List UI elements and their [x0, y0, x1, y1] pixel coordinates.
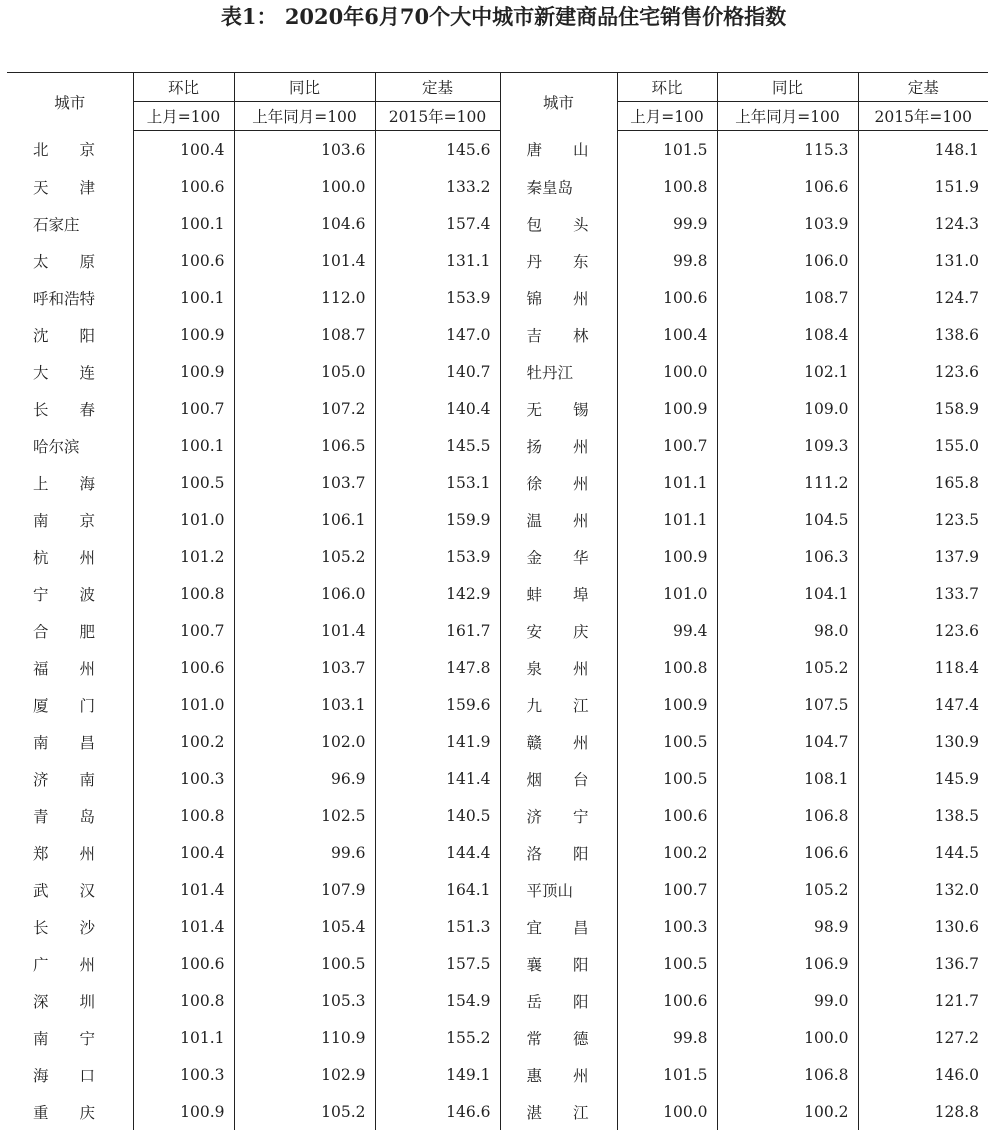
fixed-value-left: 161.7: [375, 612, 500, 649]
city-name-right: 扬 州: [500, 427, 617, 464]
yoy-value-right: 106.9: [717, 945, 858, 982]
mom-value-left: 100.3: [133, 760, 234, 797]
yoy-value-left: 110.9: [234, 1019, 375, 1056]
table-row: [7, 353, 988, 390]
fixed-value-right: 128.8: [858, 1093, 988, 1130]
city-name-left: 上 海: [33, 474, 96, 493]
table-row: [7, 945, 988, 982]
city-name-right: 湛 江: [500, 1093, 617, 1130]
yoy-value-left: 101.4: [234, 242, 375, 279]
table-row: [7, 131, 988, 169]
fixed-value-left: 133.2: [375, 168, 500, 205]
fixed-value-left: 157.4: [375, 205, 500, 242]
yoy-value-right: 105.2: [717, 871, 858, 908]
city-name-left: 重 庆: [33, 1103, 96, 1122]
city-name-right: 平顶山: [500, 871, 617, 908]
city-name-right: 宜 昌: [500, 908, 617, 945]
city-name-right: 惠 州: [500, 1056, 617, 1093]
mom-value-left: 101.1: [133, 1019, 234, 1056]
mom-value-left: 100.8: [133, 982, 234, 1019]
mom-value-right: 100.9: [617, 538, 717, 575]
mom-value-right: 100.9: [617, 390, 717, 427]
mom-value-left: 100.1: [133, 279, 234, 316]
mom-value-left: 100.9: [133, 316, 234, 353]
table-title: 表1： 2020年6月70个大中城市新建商品住宅销售价格指数: [220, 4, 787, 29]
fixed-value-right: 130.6: [858, 908, 988, 945]
city-name-left: 哈尔滨: [33, 437, 80, 456]
city-name-left: 厦 门: [33, 696, 96, 715]
fixed-value-left: 159.9: [375, 501, 500, 538]
city-name-left: 石家庄: [33, 215, 80, 234]
fixed-value-right: 123.6: [858, 353, 988, 390]
fixed-value-right: 158.9: [858, 390, 988, 427]
city-name-right: 温 州: [500, 501, 617, 538]
fixed-value-right: 138.6: [858, 316, 988, 353]
city-name-right: 泉 州: [500, 649, 617, 686]
yoy-value-left: 105.2: [234, 1093, 375, 1130]
yoy-value-right: 105.2: [717, 649, 858, 686]
fixed-value-right: 147.4: [858, 686, 988, 723]
yoy-value-left: 107.9: [234, 871, 375, 908]
yoy-value-left: 96.9: [234, 760, 375, 797]
city-name-right: 安 庆: [500, 612, 617, 649]
yoy-value-left: 101.4: [234, 612, 375, 649]
table-row: [7, 427, 988, 464]
fixed-value-left: 149.1: [375, 1056, 500, 1093]
header-fixed-right: 定基: [858, 73, 988, 102]
yoy-value-left: 106.0: [234, 575, 375, 612]
fixed-value-left: 151.3: [375, 908, 500, 945]
table-row: [7, 797, 988, 834]
table-row: [7, 538, 988, 575]
fixed-value-left: 131.1: [375, 242, 500, 279]
yoy-value-right: 103.9: [717, 205, 858, 242]
city-name-left: 天 津: [33, 178, 96, 197]
yoy-value-right: 107.5: [717, 686, 858, 723]
header-yoy-left: 同比: [234, 73, 375, 102]
yoy-value-right: 104.7: [717, 723, 858, 760]
city-name-right: 无 锡: [500, 390, 617, 427]
mom-value-right: 99.9: [617, 205, 717, 242]
header-city-left: 城市: [7, 73, 133, 131]
fixed-value-left: 141.9: [375, 723, 500, 760]
city-name-right: 丹 东: [500, 242, 617, 279]
table-row: [7, 242, 988, 279]
fixed-value-left: 164.1: [375, 871, 500, 908]
city-name-left: 深 圳: [33, 992, 96, 1011]
mom-value-right: 100.7: [617, 427, 717, 464]
yoy-value-left: 107.2: [234, 390, 375, 427]
table-row: [7, 390, 988, 427]
city-name-left: 南 宁: [33, 1029, 96, 1048]
yoy-value-right: 106.3: [717, 538, 858, 575]
mom-value-left: 100.9: [133, 353, 234, 390]
mom-value-right: 100.4: [617, 316, 717, 353]
yoy-value-left: 108.7: [234, 316, 375, 353]
table-row: [7, 723, 988, 760]
header-fixed-left: 定基: [375, 73, 500, 102]
mom-value-left: 100.1: [133, 205, 234, 242]
fixed-value-left: 140.5: [375, 797, 500, 834]
mom-value-left: 100.6: [133, 649, 234, 686]
table-row: [7, 1019, 988, 1056]
yoy-value-right: 109.0: [717, 390, 858, 427]
mom-value-right: 100.5: [617, 723, 717, 760]
yoy-value-right: 98.0: [717, 612, 858, 649]
city-name-left: 长 沙: [33, 918, 96, 937]
fixed-value-right: 132.0: [858, 871, 988, 908]
yoy-value-right: 106.6: [717, 834, 858, 871]
table-row: [7, 982, 988, 1019]
yoy-value-left: 103.1: [234, 686, 375, 723]
mom-value-left: 100.6: [133, 168, 234, 205]
mom-value-left: 100.6: [133, 242, 234, 279]
city-name-left: 呼和浩特: [33, 289, 96, 308]
city-name-right: 赣 州: [500, 723, 617, 760]
mom-value-right: 100.6: [617, 797, 717, 834]
city-name-right: 秦皇岛: [500, 168, 617, 205]
city-name-left: 青 岛: [33, 807, 96, 826]
yoy-value-right: 108.7: [717, 279, 858, 316]
yoy-value-left: 106.1: [234, 501, 375, 538]
city-name-left: 南 昌: [33, 733, 96, 752]
mom-value-right: 100.2: [617, 834, 717, 871]
mom-value-right: 99.8: [617, 242, 717, 279]
table-row: [7, 1093, 988, 1130]
yoy-value-right: 100.0: [717, 1019, 858, 1056]
mom-value-right: 99.4: [617, 612, 717, 649]
yoy-value-left: 102.9: [234, 1056, 375, 1093]
mom-value-left: 100.4: [133, 834, 234, 871]
fixed-value-right: 148.1: [858, 131, 988, 169]
fixed-value-left: 141.4: [375, 760, 500, 797]
mom-value-right: 100.6: [617, 982, 717, 1019]
yoy-value-right: 106.8: [717, 797, 858, 834]
yoy-value-left: 105.4: [234, 908, 375, 945]
header-mom-right: 环比: [617, 73, 717, 102]
city-name-right: 洛 阳: [500, 834, 617, 871]
yoy-value-right: 106.8: [717, 1056, 858, 1093]
yoy-value-right: 115.3: [717, 131, 858, 169]
header-fixed-base-right: 2015年=100: [858, 102, 988, 131]
fixed-value-left: 144.4: [375, 834, 500, 871]
yoy-value-right: 108.4: [717, 316, 858, 353]
header-mom-left: 环比: [133, 73, 234, 102]
mom-value-right: 101.5: [617, 1056, 717, 1093]
fixed-value-right: 165.8: [858, 464, 988, 501]
yoy-value-right: 106.0: [717, 242, 858, 279]
fixed-value-right: 133.7: [858, 575, 988, 612]
mom-value-left: 100.1: [133, 427, 234, 464]
yoy-value-left: 102.0: [234, 723, 375, 760]
city-name-right: 包 头: [500, 205, 617, 242]
fixed-value-left: 153.1: [375, 464, 500, 501]
mom-value-right: 100.3: [617, 908, 717, 945]
yoy-value-left: 105.0: [234, 353, 375, 390]
yoy-value-left: 103.7: [234, 464, 375, 501]
city-name-right: 唐 山: [500, 131, 617, 169]
mom-value-right: 100.0: [617, 353, 717, 390]
yoy-value-right: 109.3: [717, 427, 858, 464]
yoy-value-left: 104.6: [234, 205, 375, 242]
city-name-left: 武 汉: [33, 881, 96, 900]
fixed-value-right: 138.5: [858, 797, 988, 834]
yoy-value-left: 112.0: [234, 279, 375, 316]
city-name-left: 海 口: [33, 1066, 96, 1085]
fixed-value-left: 147.8: [375, 649, 500, 686]
fixed-value-right: 144.5: [858, 834, 988, 871]
table-row: [7, 279, 988, 316]
city-name-left: 福 州: [33, 659, 96, 678]
mom-value-left: 100.2: [133, 723, 234, 760]
price-index-table: [7, 72, 988, 1130]
mom-value-right: 100.5: [617, 760, 717, 797]
table-row: [7, 871, 988, 908]
table-row: [7, 575, 988, 612]
table-row: [7, 205, 988, 242]
header-mom-base-left: 上月=100: [133, 102, 234, 131]
fixed-value-right: 151.9: [858, 168, 988, 205]
mom-value-right: 100.8: [617, 168, 717, 205]
city-name-right: 岳 阳: [500, 982, 617, 1019]
fixed-value-left: 140.7: [375, 353, 500, 390]
fixed-value-left: 155.2: [375, 1019, 500, 1056]
fixed-value-left: 142.9: [375, 575, 500, 612]
fixed-value-left: 147.0: [375, 316, 500, 353]
table-row: [7, 168, 988, 205]
table-row: [7, 612, 988, 649]
city-name-left: 杭 州: [33, 548, 96, 567]
fixed-value-left: 157.5: [375, 945, 500, 982]
city-name-left: 广 州: [33, 955, 96, 974]
header-yoy-base-left: 上年同月=100: [234, 102, 375, 131]
mom-value-right: 100.6: [617, 279, 717, 316]
fixed-value-right: 137.9: [858, 538, 988, 575]
table-row: [7, 1056, 988, 1093]
mom-value-left: 100.5: [133, 464, 234, 501]
city-name-right: 吉 林: [500, 316, 617, 353]
city-name-left: 沈 阳: [33, 326, 96, 345]
yoy-value-left: 100.0: [234, 168, 375, 205]
fixed-value-right: 124.7: [858, 279, 988, 316]
fixed-value-right: 123.6: [858, 612, 988, 649]
table-row: [7, 464, 988, 501]
fixed-value-left: 140.4: [375, 390, 500, 427]
header-yoy-base-right: 上年同月=100: [717, 102, 858, 131]
yoy-value-right: 106.6: [717, 168, 858, 205]
fixed-value-right: 127.2: [858, 1019, 988, 1056]
yoy-value-right: 98.9: [717, 908, 858, 945]
city-name-left: 大 连: [33, 363, 96, 382]
header-fixed-base-left: 2015年=100: [375, 102, 500, 131]
city-name-right: 蚌 埠: [500, 575, 617, 612]
city-name-left: 宁 波: [33, 585, 96, 604]
yoy-value-right: 111.2: [717, 464, 858, 501]
mom-value-left: 100.6: [133, 945, 234, 982]
yoy-value-right: 102.1: [717, 353, 858, 390]
table-row: [7, 649, 988, 686]
mom-value-right: 100.0: [617, 1093, 717, 1130]
mom-value-left: 100.4: [133, 131, 234, 169]
fixed-value-left: 145.5: [375, 427, 500, 464]
fixed-value-right: 136.7: [858, 945, 988, 982]
fixed-value-right: 146.0: [858, 1056, 988, 1093]
header-mom-base-right: 上月=100: [617, 102, 717, 131]
yoy-value-left: 103.6: [234, 131, 375, 169]
yoy-value-left: 105.2: [234, 538, 375, 575]
mom-value-right: 101.1: [617, 501, 717, 538]
mom-value-left: 100.3: [133, 1056, 234, 1093]
city-name-right: 锦 州: [500, 279, 617, 316]
yoy-value-right: 104.5: [717, 501, 858, 538]
yoy-value-left: 105.3: [234, 982, 375, 1019]
fixed-value-right: 155.0: [858, 427, 988, 464]
city-name-right: 常 德: [500, 1019, 617, 1056]
fixed-value-left: 153.9: [375, 279, 500, 316]
city-name-right: 九 江: [500, 686, 617, 723]
yoy-value-left: 102.5: [234, 797, 375, 834]
city-name-left: 太 原: [33, 252, 96, 271]
fixed-value-right: 131.0: [858, 242, 988, 279]
fixed-value-right: 145.9: [858, 760, 988, 797]
fixed-value-left: 154.9: [375, 982, 500, 1019]
city-name-left: 郑 州: [33, 844, 96, 863]
table-row: [7, 686, 988, 723]
mom-value-left: 101.0: [133, 501, 234, 538]
city-name-right: 襄 阳: [500, 945, 617, 982]
mom-value-left: 100.9: [133, 1093, 234, 1130]
table-body: [7, 131, 988, 1131]
yoy-value-right: 100.2: [717, 1093, 858, 1130]
table-row: [7, 908, 988, 945]
mom-value-left: 101.2: [133, 538, 234, 575]
city-name-left: 南 京: [33, 511, 96, 530]
city-name-left: 合 肥: [33, 622, 96, 641]
yoy-value-right: 108.1: [717, 760, 858, 797]
mom-value-left: 101.4: [133, 908, 234, 945]
header-city-right: 城市: [500, 73, 617, 131]
fixed-value-left: 153.9: [375, 538, 500, 575]
table-row: [7, 316, 988, 353]
fixed-value-right: 124.3: [858, 205, 988, 242]
yoy-value-left: 106.5: [234, 427, 375, 464]
fixed-value-right: 118.4: [858, 649, 988, 686]
fixed-value-right: 123.5: [858, 501, 988, 538]
city-name-right: 济 宁: [500, 797, 617, 834]
header-yoy-right: 同比: [717, 73, 858, 102]
mom-value-left: 100.8: [133, 575, 234, 612]
city-name-left: 济 南: [33, 770, 96, 789]
mom-value-right: 101.5: [617, 131, 717, 169]
city-name-left: 长 春: [33, 400, 96, 419]
table-row: [7, 501, 988, 538]
fixed-value-right: 121.7: [858, 982, 988, 1019]
city-name-right: 金 华: [500, 538, 617, 575]
mom-value-right: 101.0: [617, 575, 717, 612]
city-name-right: 徐 州: [500, 464, 617, 501]
city-name-right: 烟 台: [500, 760, 617, 797]
fixed-value-left: 146.6: [375, 1093, 500, 1130]
yoy-value-right: 99.0: [717, 982, 858, 1019]
fixed-value-left: 145.6: [375, 131, 500, 169]
mom-value-right: 100.5: [617, 945, 717, 982]
table-row: [7, 760, 988, 797]
mom-value-left: 100.8: [133, 797, 234, 834]
mom-value-left: 101.0: [133, 686, 234, 723]
mom-value-right: 100.8: [617, 649, 717, 686]
city-name-right: 牡丹江: [500, 353, 617, 390]
yoy-value-left: 99.6: [234, 834, 375, 871]
mom-value-right: 101.1: [617, 464, 717, 501]
fixed-value-left: 159.6: [375, 686, 500, 723]
mom-value-right: 100.7: [617, 871, 717, 908]
mom-value-right: 100.9: [617, 686, 717, 723]
table-row: [7, 834, 988, 871]
mom-value-left: 100.7: [133, 612, 234, 649]
mom-value-right: 99.8: [617, 1019, 717, 1056]
mom-value-left: 100.7: [133, 390, 234, 427]
city-name-left: 北 京: [33, 141, 96, 160]
mom-value-left: 101.4: [133, 871, 234, 908]
yoy-value-right: 104.1: [717, 575, 858, 612]
yoy-value-left: 103.7: [234, 649, 375, 686]
fixed-value-right: 130.9: [858, 723, 988, 760]
yoy-value-left: 100.5: [234, 945, 375, 982]
